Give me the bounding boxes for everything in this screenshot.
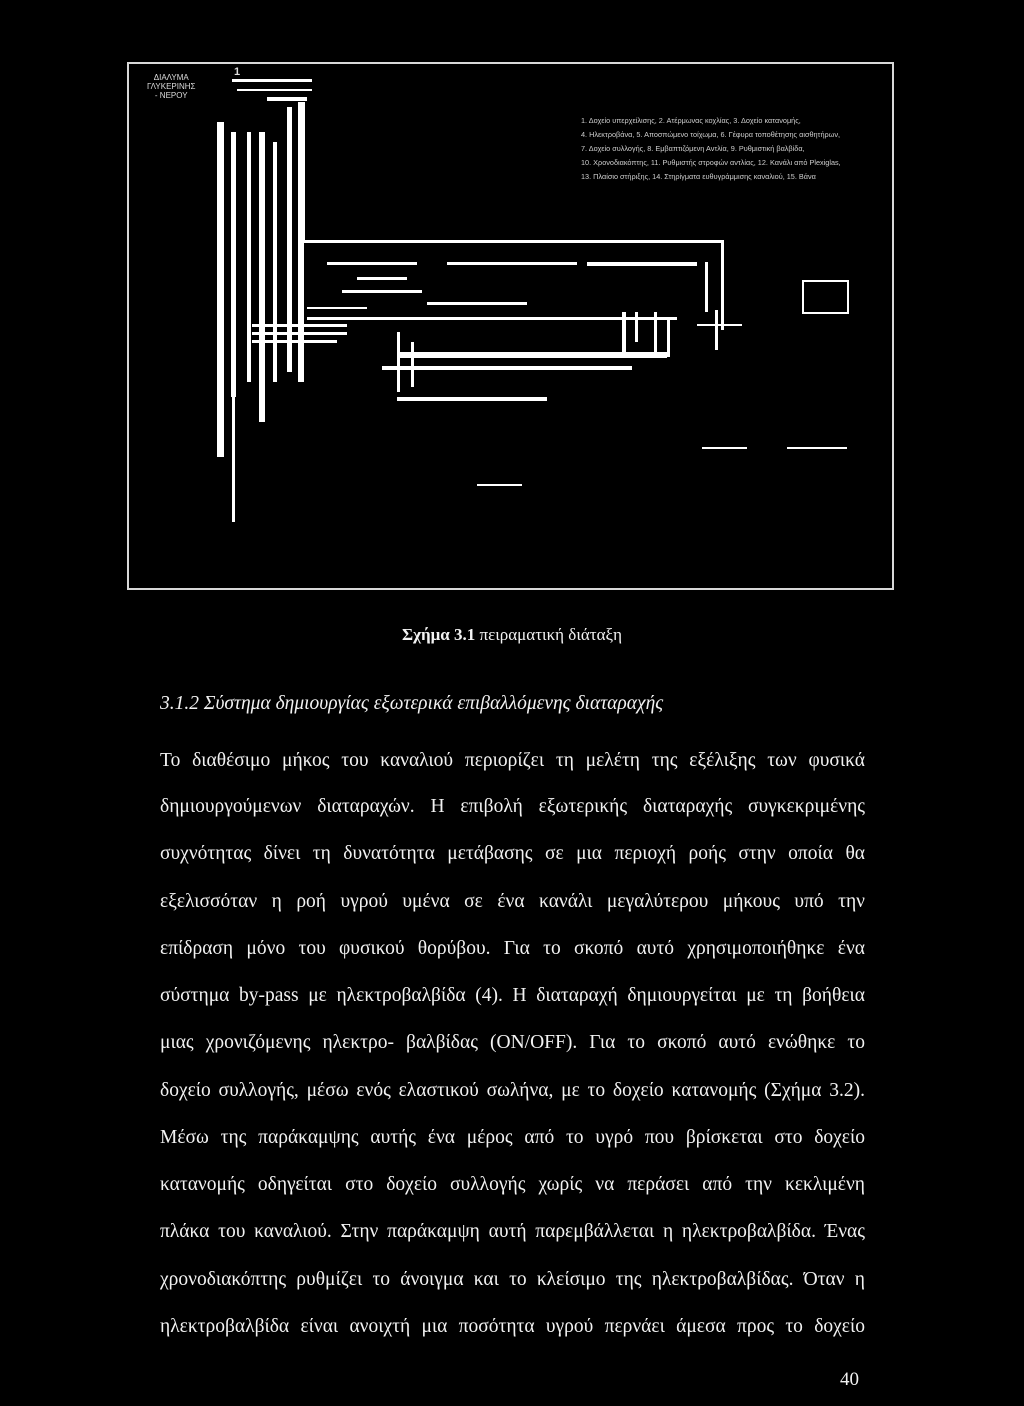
top-pipe-line <box>232 79 312 82</box>
experimental-setup-diagram <box>127 62 894 590</box>
page-number: 40 <box>840 1369 859 1390</box>
fluid-label-line: ΓΛΥΚΕΡΙΝΗΣ <box>147 82 196 91</box>
body-text-line: εξελισσόταν η ροή υγρού υμένα σε ένα κανάλι μεγαλύτερου μήκους υπό την <box>160 891 865 912</box>
body-text-line: σύστημα by-pass με ηλεκτροβαλβίδα (4). Η διαταραχή δημιουργείται με τη βοήθεια <box>160 985 865 1006</box>
body-text-line: χρονοδιακόπτης ρυθμίζει το άνοιγμα και το κλείσιμο της ηλεκτροβαλβίδας. Όταν η <box>160 1269 865 1290</box>
legend-line: 10. Χρονοδιακόπτης, 11. Ρυθμιστής στροφών αντλίας, 12. Κανάλι από Plexiglas, <box>581 158 841 167</box>
body-text-line: συχνότητας δίνει τη δυνατότητα μετάβασης σε μια περιοχή ροής στην οποία θα <box>160 843 865 864</box>
body-text-line: μιας χρονιζόμενης ηλεκτρο- βαλβίδας (ON/OFF). Για το σκοπό αυτό ενώθηκε το <box>160 1032 865 1053</box>
body-text-line: Μέσω της παράκαμψης αυτής ένα μέρος από το υγρό που βρίσκεται στο δοχείο <box>160 1127 865 1148</box>
caption-number: Σχήμα 3.1 <box>401 625 476 644</box>
legend-line: 13. Πλαίσιο στήριξης, 14. Στηρίγματα ευθυγράμμισης καναλιού, 15. Βάνα <box>581 172 816 181</box>
legend-line: 7. Δοχείο συλλογής, 8. Εμβαπτιζόμενη Αντλία, 9. Ρυθμιστική βαλβίδα, <box>581 144 805 153</box>
legend-line: 1. Δοχείο υπερχείλισης, 2. Ατέρμωνας κοχλίας, 3. Δοχείο κατανομής, <box>581 116 801 125</box>
body-text-line: ηλεκτροβαλβίδα είναι ανοιχτή μια ποσότητα υγρού περνάει άμεσα προς το δοχείο <box>160 1316 865 1337</box>
body-text-line: Το διαθέσιμο μήκος του καναλιού περιορίζει τη μελέτη της εξέλιξης των φυσικά <box>160 750 865 771</box>
figure-number-label: 1 <box>234 66 241 78</box>
body-text-line: επίδραση μόνο του φυσικού θορύβου. Για το σκοπό αυτό χρησιμοποιήθηκε ένα <box>160 938 865 959</box>
body-text-line: δοχείο συλλογής, μέσω ενός ελαστικού σωλήνα, με το δοχείο κατανομής (Σχήμα 3.2). <box>160 1080 865 1101</box>
fluid-label-line: ΔΙΑΛΥΜΑ <box>153 73 189 82</box>
fluid-label-line: - ΝΕΡΟΥ <box>154 91 188 100</box>
figure-caption <box>0 625 1024 645</box>
channel-plate <box>397 352 667 358</box>
timer-box <box>847 280 849 314</box>
legend-line: 4. Ηλεκτροβάνα, 5. Αποσπώμενο τοίχωμα, 6. Γέφυρα τοποθέτησης αισθητήρων, <box>581 130 841 139</box>
section-heading: 3.1.2 Σύστημα δημιουργίας εξωτερικά επιβαλλόμενης διαταραχής <box>160 693 664 714</box>
body-text-line: κατανομής οδηγείται στο δοχείο συλλογής χωρίς να περάσει από την κεκλιμένη <box>160 1174 865 1195</box>
body-text-line: δημιουργούμενων διαταραχών. Η επιβολή εξωτερικής διαταραχής συγκεκριμένης <box>160 796 865 817</box>
caption-text: πειραματική διάταξη <box>475 625 623 644</box>
support-pillar-left <box>217 122 224 457</box>
body-text-line: πλάκα του καναλιού. Στην παράκαμψη αυτή παρεμβάλλεται η ηλεκτροβαλβίδα. Ένας <box>160 1221 865 1242</box>
fluid-label <box>147 73 196 100</box>
frame-horizontal-line <box>302 240 722 243</box>
